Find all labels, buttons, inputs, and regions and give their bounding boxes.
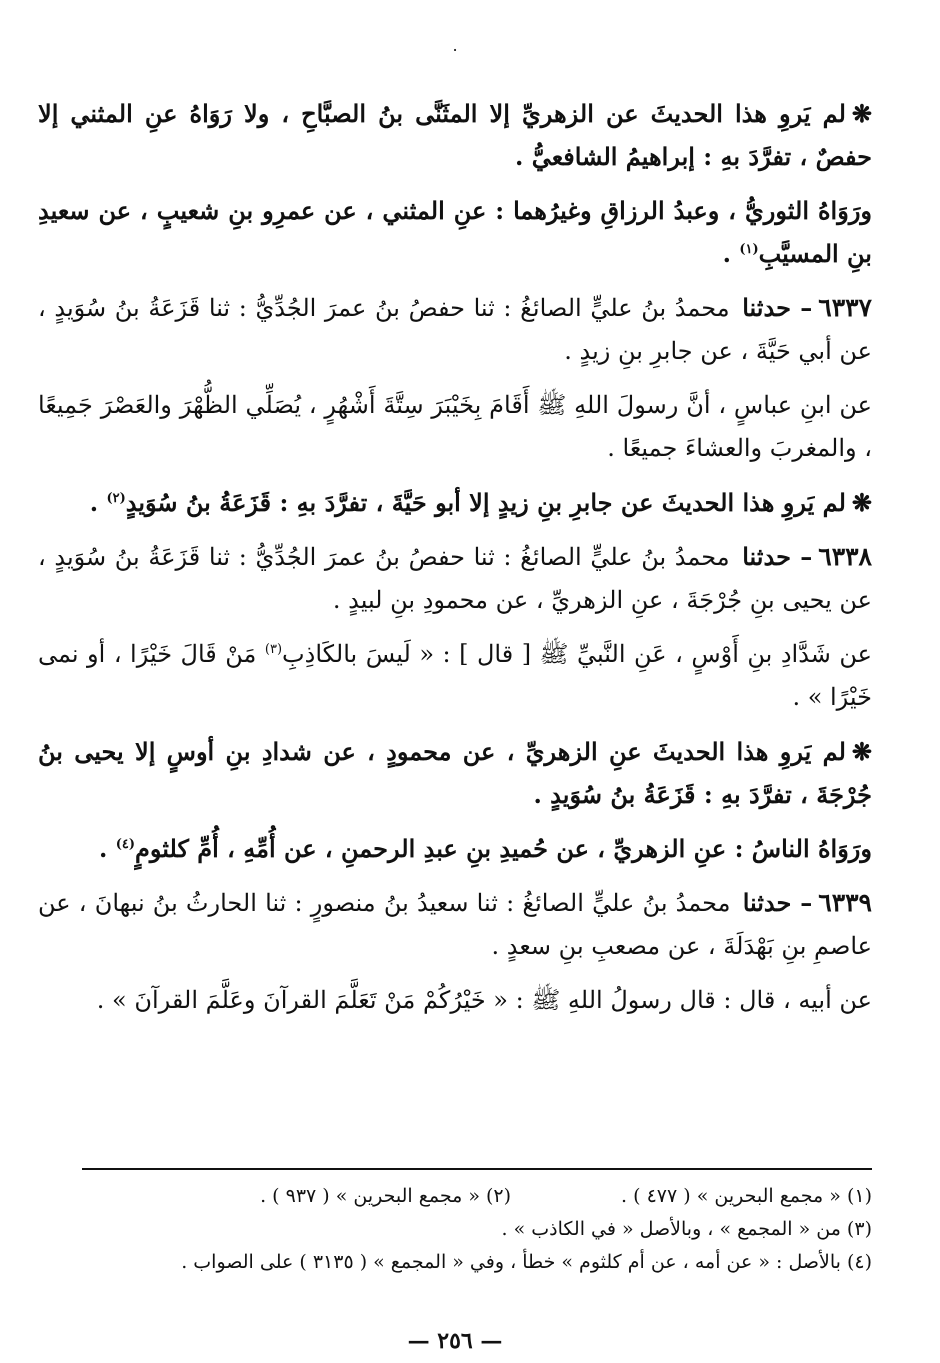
paragraph-text: لم يَروِ هذا الحديثَ عنِ الزهريِّ ، عن محمودٍ ، عن شدادِ بنِ أوسٍ إلا يحيى بنُ جُرْجَةَ ، تفرَّدَ بهِ : قَزَعَةُ بنُ سُوَيدٍ . — [38, 737, 872, 809]
footnote-ref: (٢) — [106, 491, 126, 506]
hadith-lead: – حدثنا — [742, 888, 813, 917]
paragraph-text: عن أبيه ، قال : قال رسولُ اللهِ ﷺ : « خَيْرُكُمْ مَنْ تَعَلَّمَ القرآنَ وعَلَّمَ القرآنَ » . — [96, 986, 872, 1014]
footnote-row — [38, 1180, 872, 1213]
main-text — [38, 92, 872, 1033]
paragraph-text: لم يَروِ هذا الحديثَ عن الزهريِّ إلا المثَنَّى بنُ الصبَّاحِ ، ولا رَوَاهُ عنِ المثني إلا حفصٌ ، تفرَّدَ بهِ : إبراهيمُ الشافعيُّ . — [38, 99, 872, 171]
footnote-1: (١) « مجمع البحرين » ( ٤٧٧ ) . — [621, 1185, 872, 1207]
paragraph-text: محمدُ بنُ عليٍّ الصائغُ : ثنا حفصُ بنُ عمرَ الجُدِّيُّ : ثنا قَزَعَةُ بنُ سُوَيدٍ ، عن يحيى بنِ جُرْجَةَ ، عنِ الزهريِّ ، عن محمودِ بنِ لبيدٍ . — [38, 543, 872, 614]
paragraph — [38, 827, 872, 870]
page-number: — ٢٥٦ — — [407, 1328, 503, 1354]
paragraph-text: عن شَدَّادِ بنِ أَوْسٍ ، عَنِ النَّبيِّ ﷺ [ قال ] : « لَيسَ بالكَاذِبِ — [282, 640, 873, 668]
book-page — [38, 20, 872, 1363]
footnote-row — [38, 1213, 872, 1246]
footnote-ref: (٤) — [115, 837, 136, 852]
footnote-ref: (٣) — [264, 642, 283, 657]
hadith-number: ٦٣٣٧ — [818, 293, 872, 322]
footnote-2: (٢) « مجمع البحرين » ( ٩٣٧ ) . — [260, 1185, 512, 1207]
paragraph-text: محمدُ بنُ عليٍّ الصائغُ : ثنا سعيدُ بنُ منصورٍ : ثنا الحارثُ بنُ نبهانَ ، عن عاصمِ بنِ بَهْدَلَةَ ، عن مصعبِ بنِ سعدٍ . — [38, 889, 872, 960]
paragraph-text: محمدُ بنُ عليٍّ الصائغُ : ثنا حفصُ بنُ عمرَ الجُدِّيُّ : ثنا قَزَعَةُ بنُ سُوَيدٍ ، عن أبي حَيَّةَ ، عن جابرِ بنِ زيدٍ . — [38, 294, 872, 365]
hadith-lead: – حدثنا — [742, 542, 813, 571]
hadith-number: ٦٣٣٩ — [818, 888, 872, 917]
paragraph-tail: . — [89, 488, 99, 517]
asterism-icon: ❋ — [851, 737, 872, 766]
footnote-3: (٣) من « المجمع » ، وبالأصل « في الكاذب » . — [501, 1218, 872, 1240]
paragraph-text: لم يَروِ هذا الحديثَ عن جابرِ بنِ زيدٍ إلا أبو حَيَّةَ ، تفرَّدَ بهِ : قَزَعَةُ بنُ سُوَيدٍ — [125, 488, 846, 517]
paragraph — [38, 189, 872, 275]
paragraph-text: ورَوَاهُ الناسُ : عنِ الزهريِّ ، عن حُميدِ بنِ عبدِ الرحمنِ ، عن أُمِّهِ ، أُمِّ كلثومٍ — [135, 834, 872, 863]
asterism-icon: ❋ — [851, 99, 872, 128]
hadith-paragraph — [38, 881, 872, 968]
footnote-ref: (١) — [739, 242, 759, 257]
hadith-number: ٦٣٣٨ — [818, 542, 872, 571]
hadith-paragraph — [38, 286, 872, 373]
paragraph-tail: . — [722, 239, 731, 268]
top-mark: . — [452, 36, 458, 55]
paragraph — [38, 979, 872, 1022]
paragraph-text: ورَوَاهُ الثوريُّ ، وعبدُ الرزاقِ وغيرُهما : عنِ المثني ، عن عمرِو بنِ شعيبٍ ، عن سعيدِ بنِ المسيَّبِ — [38, 196, 872, 268]
footnote-divider — [82, 1168, 872, 1170]
footnote-row — [38, 1246, 872, 1279]
hadith-paragraph — [38, 535, 872, 622]
hadith-lead: – حدثنا — [742, 293, 813, 322]
footnote-4: (٤) بالأصل : « عن أمه ، عن أم كلثوم » خطأ ، وفي « المجمع » ( ٣١٣٥ ) على الصواب . — [181, 1251, 872, 1273]
paragraph-tail: . — [99, 834, 108, 863]
paragraph-text: عن ابنِ عباسٍ ، أنَّ رسولَ اللهِ ﷺ أَقَامَ بِخَيْبَرَ سِتَّةَ أَشْهُرٍ ، يُصَلِّي الظُّهْرَ والعَصْرَ جَمِيعًا ، والمغربَ والعشاءَ جميعًا . — [38, 391, 872, 462]
paragraph — [38, 384, 872, 470]
paragraph — [38, 633, 872, 719]
paragraph — [38, 92, 872, 178]
asterism-icon: ❋ — [851, 488, 872, 517]
paragraph — [38, 730, 872, 816]
footnotes — [38, 1168, 872, 1279]
paragraph-tail: مَنْ قَالَ خَيْرًا ، أو نمى خَيْرًا » . — [38, 640, 872, 711]
paragraph — [38, 481, 872, 524]
